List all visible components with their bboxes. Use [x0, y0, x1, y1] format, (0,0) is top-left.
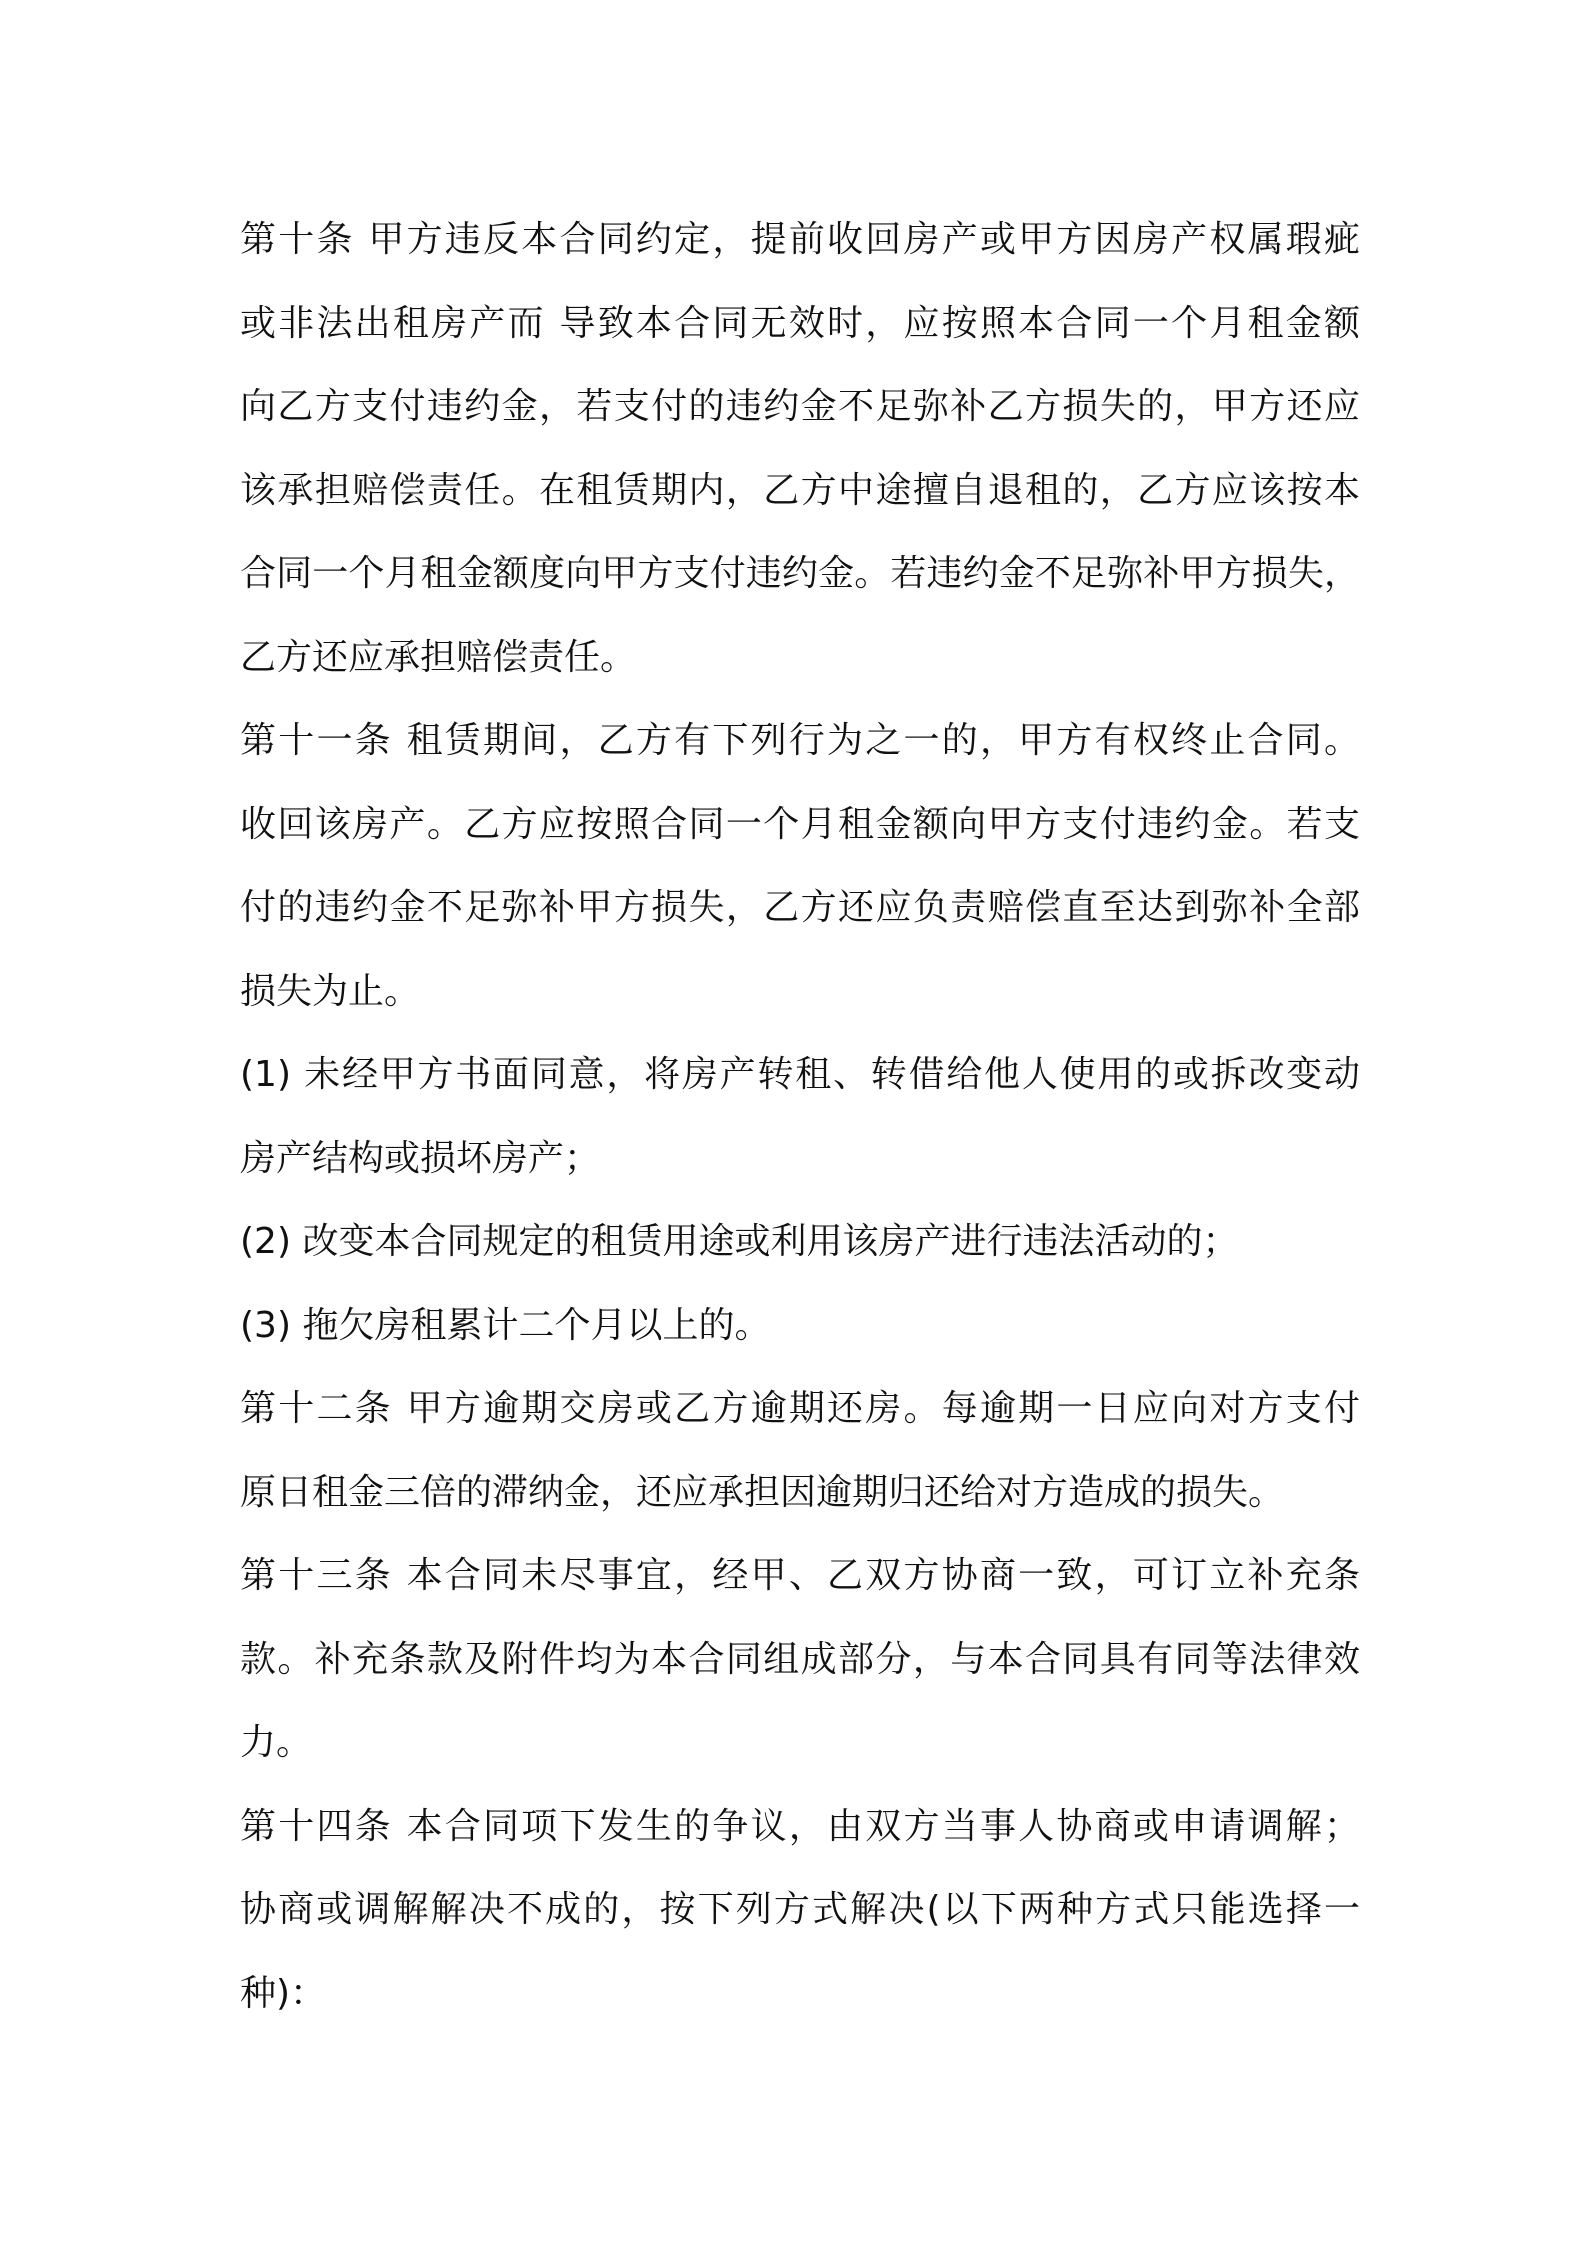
article-11-line-2: 收回该房产。乙方应按照合同一个月租金额向甲方支付违约金。若支: [240, 803, 1360, 845]
document-body: [240, 198, 1360, 2035]
article-12-line-1: 第十二条 甲方逾期交房或乙方逾期还房。每逾期一日应向对方支付: [240, 1388, 1360, 1429]
article-11-item-3: (3) 拖欠房租累计二个月以上的。: [240, 1304, 771, 1346]
article-12-line-2: 原日租金三倍的滞纳金，还应承担因逾期归还给对方造成的损失。: [240, 1471, 1285, 1513]
article-14-line-3: 种)：: [240, 1972, 327, 2014]
article-11-line-1: 第十一条 租赁期间，乙方有下列行为之一的，甲方有权终止合同。: [240, 720, 1360, 761]
article-10-line-1: 第十条 甲方违反本合同约定，提前收回房产或甲方因房产权属瑕疵: [240, 219, 1360, 260]
article-10-line-2: 或非法出租房产而 导致本合同无效时，应按照本合同一个月租金额: [240, 302, 1360, 344]
article-11-item-2: (2) 改变本合同规定的租赁用途或利用该房产进行违法活动的；: [240, 1221, 1239, 1262]
article-10-line-4: 该承担赔偿责任。在租赁期内，乙方中途擅自退租的，乙方应该按本: [240, 469, 1360, 511]
article-10-line-6: 乙方还应承担赔偿责任。: [240, 636, 637, 678]
article-11-line-3: 付的违约金不足弥补甲方损失，乙方还应负责赔偿直至达到弥补全部: [240, 887, 1360, 928]
article-14-line-1: 第十四条 本合同项下发生的争议，由双方当事人协商或申请调解；: [240, 1805, 1360, 1847]
article-11-item-1-line-2: 房产结构或损坏房产；: [240, 1137, 601, 1179]
article-13-line-3: 力。: [240, 1722, 313, 1763]
article-10-line-3: 向乙方支付违约金，若支付的违约金不足弥补乙方损失的，甲方还应: [240, 386, 1360, 427]
article-11-item-1-line-1: (1) 未经甲方书面同意，将房产转租、转借给他人使用的或拆改变动: [240, 1054, 1360, 1095]
article-10-line-5: 合同一个月租金额度向甲方支付违约金。若违约金不足弥补甲方损失，: [240, 553, 1360, 594]
article-13-line-1: 第十三条 本合同未尽事宜，经甲、乙双方协商一致，可订立补充条: [240, 1555, 1360, 1596]
article-13-line-2: 款。补充条款及附件均为本合同组成部分，与本合同具有同等法律效: [240, 1638, 1360, 1680]
article-11-line-4: 损失为止。: [240, 970, 421, 1012]
article-14-line-2: 协商或调解解决不成的，按下列方式解决(以下两种方式只能选择一: [240, 1889, 1360, 1930]
